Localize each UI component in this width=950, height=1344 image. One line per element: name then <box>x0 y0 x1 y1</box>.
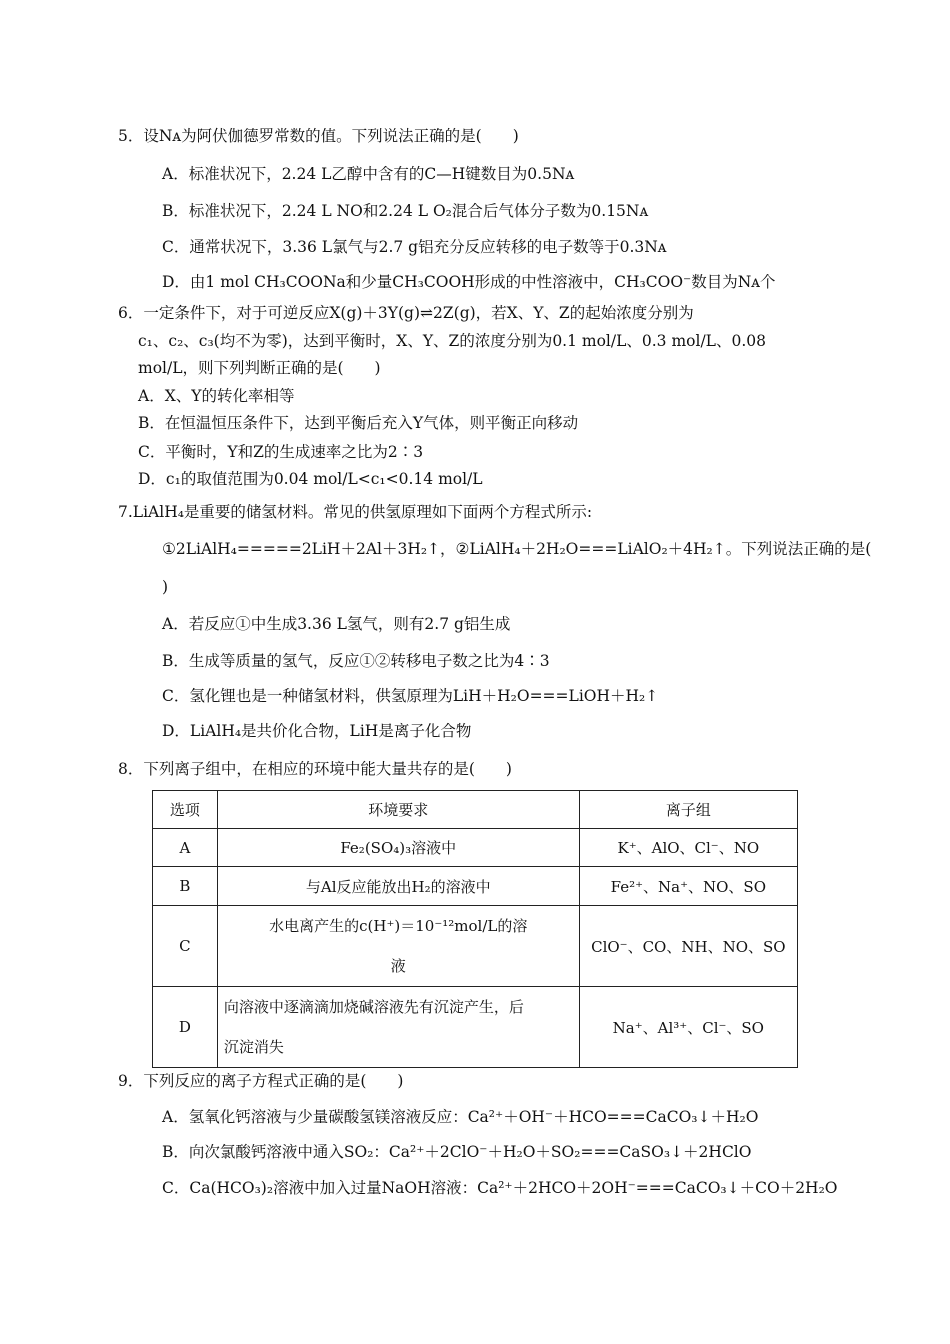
table-row <box>153 829 798 867</box>
question-5-option-a: A．标准状况下，2.24 L乙醇中含有的C—H键数目为0.5Nᴀ <box>162 165 575 183</box>
table-header-option: 选项 <box>153 791 218 829</box>
table-cell-option: A <box>153 829 218 867</box>
table-cell-environment-line-1: 向溶液中逐滴滴加烧碱溶液先有沉淀产生，后 <box>223 998 524 1016</box>
question-7-paren: ) <box>162 578 169 596</box>
table-cell-ions: K⁺、AlO、Cl⁻、NO <box>579 829 797 867</box>
table-cell-option: D <box>153 987 218 1068</box>
question-9-option-a: A．氢氧化钙溶液与少量碳酸氢镁溶液反应：Ca²⁺＋OH⁻＋HCO===CaCO₃↓＋H₂O <box>162 1108 759 1126</box>
question-9-option-c: C．Ca(HCO₃)₂溶液中加入过量NaOH溶液：Ca²⁺＋2HCO＋2OH⁻===CaCO₃↓＋CO＋2H₂O <box>162 1179 838 1197</box>
table-cell-environment-line-2: 液 <box>390 957 406 975</box>
table-cell-option: C <box>153 906 218 987</box>
table-header-ions: 离子组 <box>579 791 797 829</box>
table-cell-option: B <box>153 867 218 906</box>
table-cell-environment-line-2: 沉淀消失 <box>223 1038 284 1056</box>
question-7-option-b: B．生成等质量的氢气，反应①②转移电子数之比为4∶3 <box>162 652 550 670</box>
question-6-option-c: C．平衡时，Y和Z的生成速率之比为2∶3 <box>138 443 424 461</box>
table-cell-environment-line-1: 水电离产生的c(H⁺)＝10⁻¹²mol/L的溶 <box>269 917 528 935</box>
table-cell-environment: 与Al反应能放出H₂的溶液中 <box>217 867 579 906</box>
question-7-option-c: C．氢化锂也是一种储氢材料，供氢原理为LiH＋H₂O===LiOH＋H₂↑ <box>162 687 659 705</box>
question-6-option-b: B．在恒温恒压条件下，达到平衡后充入Y气体，则平衡正向移动 <box>138 414 579 432</box>
question-5-option-c: C．通常状况下，3.36 L氯气与2.7 g铝充分反应转移的电子数等于0.3Nᴀ <box>162 238 667 256</box>
ion-group-table <box>152 790 798 1068</box>
table-row <box>153 987 798 1068</box>
question-8-stem: 8．下列离子组中，在相应的环境中能大量共存的是( ) <box>118 760 512 778</box>
question-6-option-d: D．c₁的取值范围为0.04 mol/L<c₁<0.14 mol/L <box>138 470 483 488</box>
question-7-equations: ①2LiAlH₄=====2LiH＋2Al＋3H₂↑，②LiAlH₄＋2H₂O===LiAlO₂＋4H₂↑。下列说法正确的是( <box>162 540 872 558</box>
question-9-option-b: B．向次氯酸钙溶液中通入SO₂：Ca²⁺＋2ClO⁻＋H₂O＋SO₂===CaSO₃↓＋2HClO <box>162 1143 752 1161</box>
question-9-stem: 9．下列反应的离子方程式正确的是( ) <box>118 1072 404 1090</box>
question-5-option-b: B．标准状况下，2.24 L NO和2.24 L O₂混合后气体分子数为0.15Nᴀ <box>162 202 649 220</box>
table-cell-environment <box>217 987 579 1068</box>
table-row <box>153 867 798 906</box>
table-cell-ions: Fe²⁺、Na⁺、NO、SO <box>579 867 797 906</box>
question-7-option-a: A．若反应①中生成3.36 L氢气，则有2.7 g铝生成 <box>162 615 511 633</box>
table-cell-environment: Fe₂(SO₄)₃溶液中 <box>217 829 579 867</box>
question-6-stem-line-1: 6．一定条件下，对于可逆反应X(g)＋3Y(g)⇌2Z(g)，若X、Y、Z的起始浓度分别为 <box>118 304 694 322</box>
question-7-option-d: D．LiAlH₄是共价化合物，LiH是离子化合物 <box>162 722 472 740</box>
table-cell-environment <box>217 906 579 987</box>
question-7-stem: 7.LiAlH₄是重要的储氢材料。常见的供氢原理如下面两个方程式所示: <box>118 503 593 521</box>
table-header-row <box>153 791 798 829</box>
question-6-stem-line-3: mol/L，则下列判断正确的是( ) <box>138 359 381 377</box>
table-cell-ions: ClO⁻、CO、NH、NO、SO <box>579 906 797 987</box>
question-5-option-d: D．由1 mol CH₃COONa和少量CH₃COOH形成的中性溶液中，CH₃COO⁻数目为Nᴀ个 <box>162 273 776 291</box>
table-row <box>153 906 798 987</box>
question-6-stem-line-2: c₁、c₂、c₃(均不为零)，达到平衡时，X、Y、Z的浓度分别为0.1 mol/L、0.3 mol/L、0.08 <box>138 332 766 350</box>
table-cell-ions: Na⁺、Al³⁺、Cl⁻、SO <box>579 987 797 1068</box>
question-6-option-a: A．X、Y的转化率相等 <box>138 387 295 405</box>
question-5-stem: 5．设Nᴀ为阿伏伽德罗常数的值。下列说法正确的是( ) <box>118 127 519 145</box>
table-header-environment: 环境要求 <box>217 791 579 829</box>
